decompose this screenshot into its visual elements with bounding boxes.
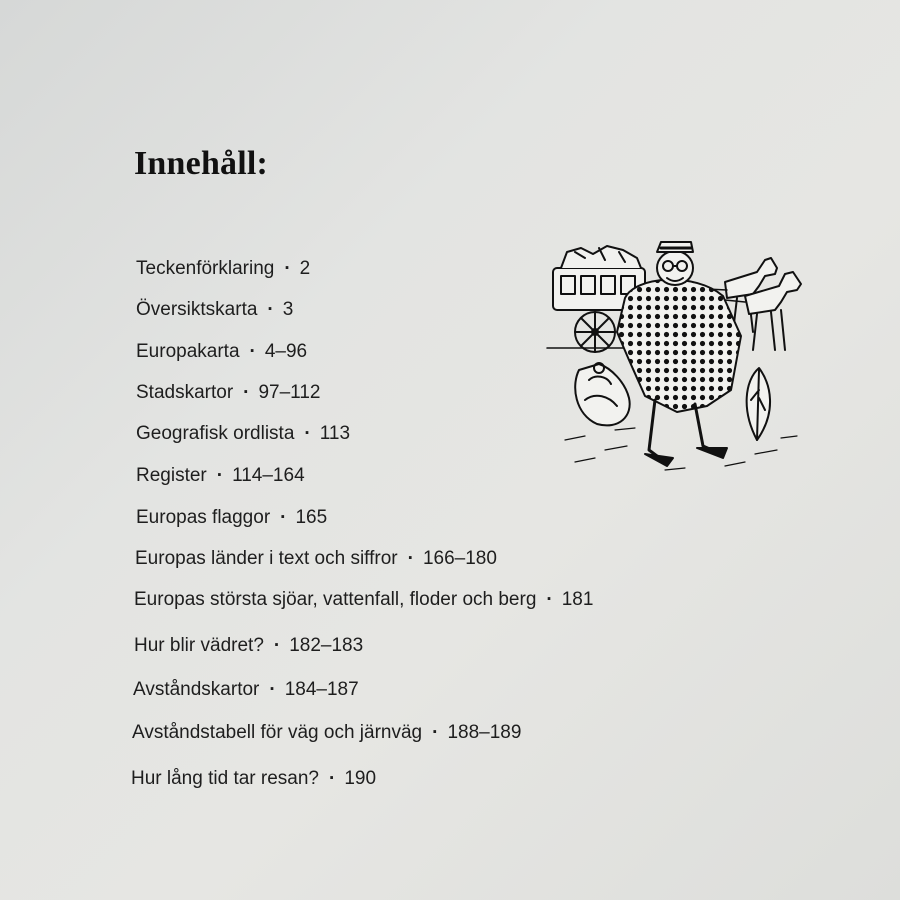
toc-separator: · <box>280 507 287 528</box>
toc-entry-label: Teckenförklaring <box>136 258 275 279</box>
toc-entry-label: Stadskartor <box>136 382 234 403</box>
toc-separator: · <box>284 258 291 279</box>
toc-entry-pages: 97–112 <box>258 382 321 403</box>
bag-icon <box>575 363 629 425</box>
toc-separator: · <box>249 341 256 362</box>
toc-entry-label: Hur lång tid tar resan? <box>131 768 319 789</box>
toc-entry-pages: 181 <box>561 589 594 610</box>
toc-entry-label: Register <box>136 465 207 486</box>
toc-separator: · <box>304 423 311 444</box>
toc-entry <box>136 423 350 445</box>
toc-entry-pages: 114–164 <box>232 465 305 486</box>
toc-separator: · <box>273 635 281 656</box>
toc-entry-pages: 182–183 <box>289 635 364 656</box>
toc-separator: · <box>216 465 224 486</box>
toc-entry-label: Geografisk ordlista <box>136 423 295 444</box>
toc-separator: · <box>267 299 274 320</box>
toc-entry-pages: 165 <box>295 507 328 528</box>
toc-entry <box>135 548 497 570</box>
toc-entry <box>136 507 327 529</box>
toc-entry-label: Hur blir vädret? <box>134 635 264 656</box>
toc-entry-pages: 4–96 <box>264 341 308 362</box>
toc-entry <box>131 768 376 790</box>
traveler-with-stagecoach-illustration <box>545 240 815 475</box>
toc-entry-pages: 113 <box>319 423 351 444</box>
toc-entry <box>136 382 320 404</box>
toc-entry-pages: 184–187 <box>284 679 359 700</box>
toc-entry-label: Europas länder i text och siffror <box>135 548 398 569</box>
toc-entry <box>133 679 359 701</box>
toc-entry-label: Översiktskarta <box>136 299 258 320</box>
toc-entry-pages: 188–189 <box>447 722 522 743</box>
plant-icon <box>747 368 770 440</box>
toc-separator: · <box>546 589 553 610</box>
ground-lines <box>565 428 797 470</box>
toc-entry <box>132 722 521 744</box>
toc-entry-label: Europas största sjöar, vattenfall, floder och berg <box>134 589 537 610</box>
toc-entry-label: Avståndstabell för väg och järnväg <box>132 722 423 743</box>
toc-entry <box>136 465 305 487</box>
toc-entry-pages: 2 <box>299 258 311 279</box>
page-title: Innehåll: <box>134 145 269 182</box>
toc-separator: · <box>243 382 250 403</box>
toc-entry <box>136 258 310 280</box>
toc-entry-pages: 3 <box>282 299 294 320</box>
toc-separator: · <box>432 722 439 743</box>
toc-entry-label: Avståndskartor <box>133 679 260 700</box>
toc-entry-pages: 190 <box>344 768 377 789</box>
toc-entry-label: Europakarta <box>136 341 240 362</box>
toc-entry-pages: 166–180 <box>422 548 497 569</box>
toc-separator: · <box>407 548 414 569</box>
toc-separator: · <box>329 768 336 789</box>
toc-entry <box>134 589 593 611</box>
toc-entry-label: Europas flaggor <box>136 507 271 528</box>
toc-entry <box>136 341 307 363</box>
toc-entry <box>136 299 293 321</box>
toc-separator: · <box>269 679 276 700</box>
toc-entry <box>134 635 363 657</box>
